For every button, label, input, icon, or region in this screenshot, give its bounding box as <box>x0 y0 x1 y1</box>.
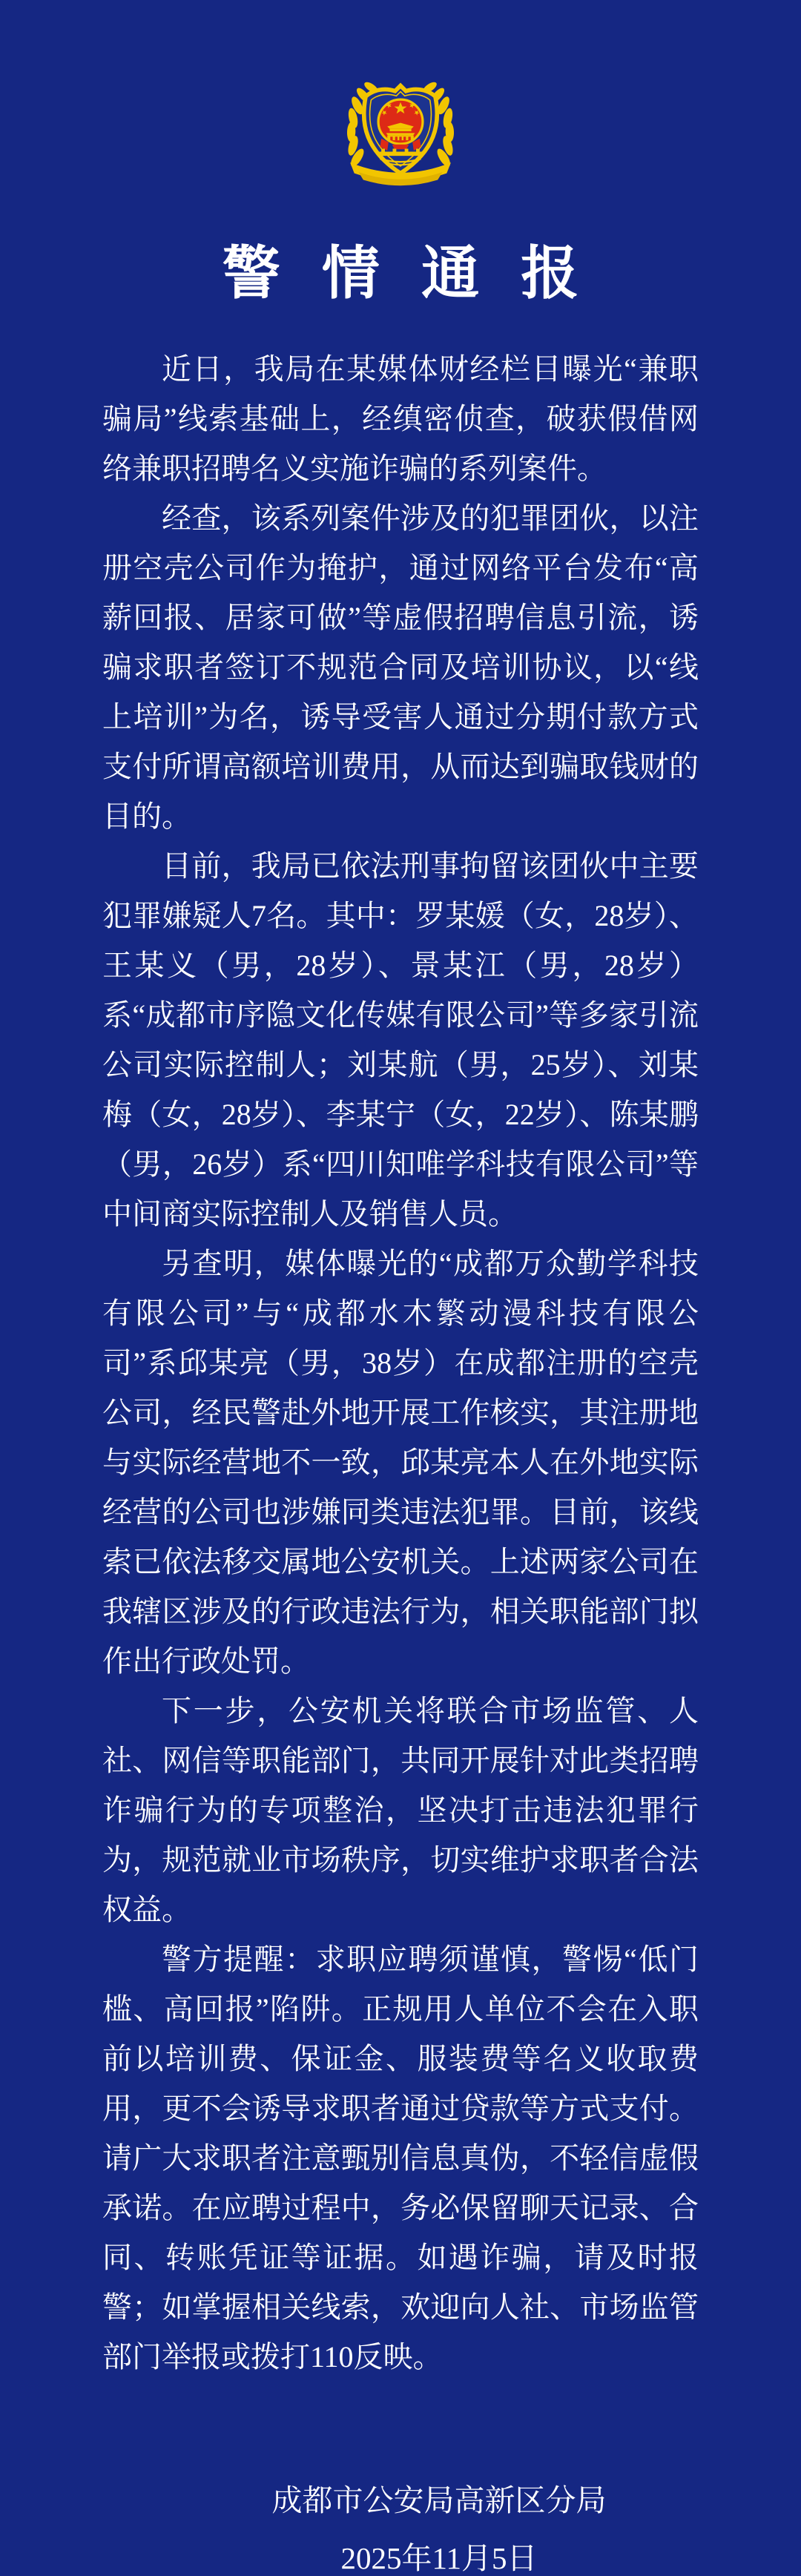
notice-paragraph-3: 目前，我局已依法刑事拘留该团伙中主要犯罪嫌疑人7名。其中：罗某媛（女，28岁）、王某义（男，28岁）、景某江（男，28岁）系“成都市序隐文化传媒有限公司”等多家引流公司实际控制人；刘某航（男，25岁）、刘某梅（女，28岁）、李某宁（女，22岁）、陈某鹏（男，26岁）系“四川知唯学科技有限公司”等中间商实际控制人及销售人员。 <box>102 849 699 1231</box>
signature-block <box>39 2382 801 2576</box>
notice-paragraph-6: 警方提醒：求职应聘须谨慎，警惕“低门槛、高回报”陷阱。正规用人单位不会在入职前以培训费、保证金、服装费等名义收取费用，更不会诱导求职者通过贷款等方式支付。请广大求职者注意甄别信息真伪，不轻信虚假承诺。在应聘过程中，务必保留聊天记录、合同、转账凭证等证据。如遇诈骗，请及时报警；如掌握相关线索，欢迎向人社、市场监管部门举报或拨打110反映。 <box>102 1943 699 2374</box>
issuing-authority: 成都市公安局高新区分局 <box>271 2483 607 2517</box>
issue-date: 2025年11月5日 <box>340 2541 538 2575</box>
notice-title: 警情通报 <box>222 241 621 306</box>
notice-body <box>102 344 699 2382</box>
notice-paragraph-4: 另查明，媒体曝光的“成都万众勤学科技有限公司”与“成都水木繁动漫科技有限公司”系邱某亮（男，38岁）在成都注册的空壳公司，经民警赴外地开展工作核实，其注册地与实际经营地不一致，邱某亮本人在外地实际经营的公司也涉嫌同类违法犯罪。目前，该线索已依法移交属地公安机关。上述两家公司在我辖区涉及的行政违法行为，相关职能部门拟作出行政处罚。 <box>102 1247 699 1678</box>
notice-paragraph-1: 近日，我局在某媒体财经栏目曝光“兼职骗局”线索基础上，经缜密侦查，破获假借网络兼职招聘名义实施诈骗的系列案件。 <box>102 352 699 485</box>
notice-paragraph-2: 经查，该系列案件涉及的犯罪团伙，以注册空壳公司作为掩护，通过网络平台发布“高薪回报、居家可做”等虚假招聘信息引流，诱骗求职者签订不规范合同及培训协议，以“线上培训”为名，诱导受害人通过分期付款方式支付所谓高额培训费用，从而达到骗取钱财的目的。 <box>102 501 699 833</box>
notice-paragraph-5: 下一步，公安机关将联合市场监管、人社、网信等职能部门，共同开展针对此类招聘诈骗行为的专项整治，坚决打击违法犯罪行为，规范就业市场秩序，切实维护求职者合法权益。 <box>102 1694 699 1926</box>
police-emblem-icon <box>334 71 467 191</box>
